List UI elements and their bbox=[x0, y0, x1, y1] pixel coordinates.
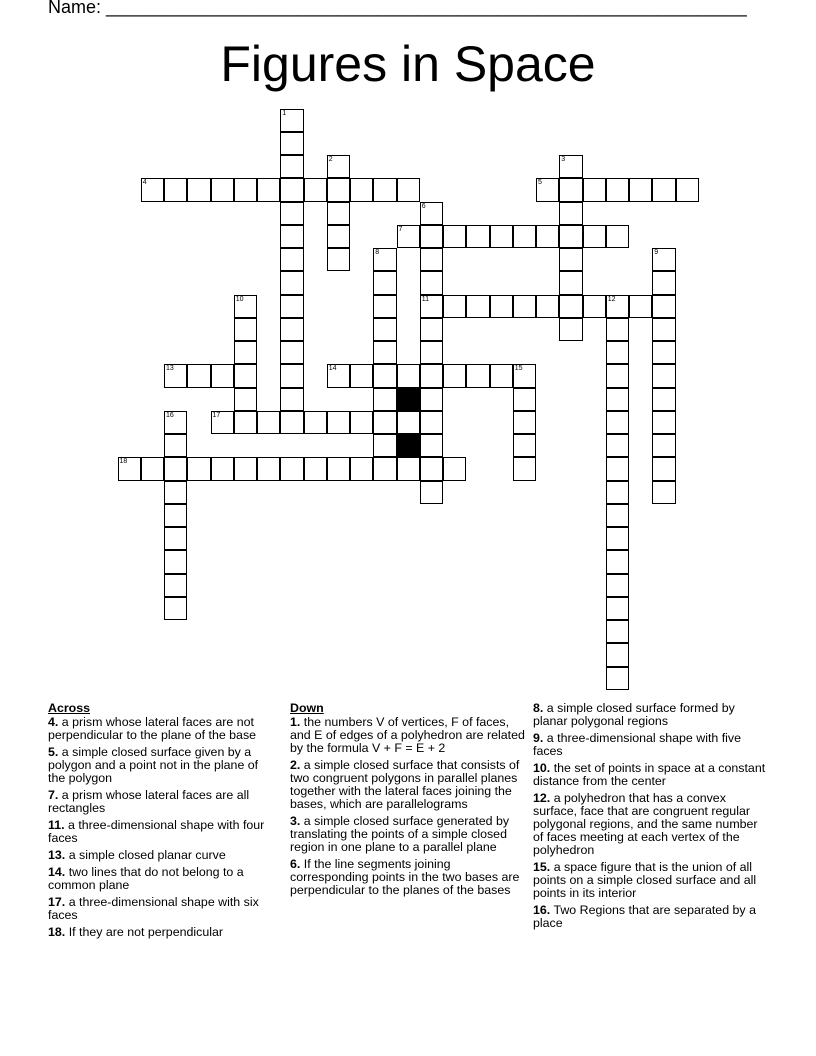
crossword-cell[interactable] bbox=[211, 411, 234, 434]
clue-number: 17. bbox=[48, 895, 66, 909]
clue-number: 11. bbox=[48, 818, 65, 832]
clue-number: 4 bbox=[142, 179, 147, 187]
clue-number: 15. bbox=[533, 860, 551, 874]
clue-number: 1 bbox=[282, 109, 287, 117]
crossword-cell[interactable] bbox=[164, 527, 187, 550]
crossword-cell[interactable] bbox=[327, 225, 350, 248]
crossword-cell[interactable] bbox=[606, 550, 629, 573]
clue-number: 13. bbox=[48, 848, 66, 862]
crossword-cell[interactable] bbox=[513, 411, 536, 434]
clue-item bbox=[290, 759, 525, 811]
crossword-cell[interactable] bbox=[420, 364, 443, 387]
crossword-cell[interactable] bbox=[583, 178, 606, 201]
crossword-cell[interactable] bbox=[280, 202, 303, 225]
crossword-cell[interactable] bbox=[234, 341, 257, 364]
crossword-cell[interactable] bbox=[676, 178, 699, 201]
crossword-cell[interactable] bbox=[420, 434, 443, 457]
crossword-cell[interactable] bbox=[536, 225, 559, 248]
clue-item bbox=[48, 746, 273, 785]
crossword-cell[interactable] bbox=[652, 434, 675, 457]
clue-number: 5. bbox=[48, 745, 59, 759]
black-square bbox=[397, 434, 420, 457]
clue-number: 5 bbox=[538, 179, 542, 187]
crossword-cell[interactable] bbox=[257, 457, 280, 480]
crossword-cell[interactable] bbox=[397, 411, 420, 434]
crossword-cell[interactable] bbox=[280, 457, 303, 480]
clue-item bbox=[290, 815, 525, 854]
clue-number: 3 bbox=[561, 156, 566, 163]
crossword-cell[interactable] bbox=[304, 411, 327, 434]
clue-number: 8 bbox=[375, 249, 380, 256]
clue-number: 9. bbox=[533, 731, 544, 745]
crossword-cell[interactable] bbox=[559, 248, 582, 271]
clue-text: the numbers V of vertices, F of faces, and E of edges of a polyhedron are related by the formula V + F = E + 2 bbox=[290, 715, 525, 755]
crossword-cell[interactable] bbox=[583, 225, 606, 248]
clue-text: a three-dimensional shape with six faces bbox=[48, 895, 259, 922]
crossword-cell[interactable] bbox=[234, 364, 257, 387]
crossword-cell[interactable] bbox=[420, 457, 443, 480]
crossword-cell[interactable] bbox=[652, 481, 675, 504]
crossword-cell[interactable] bbox=[280, 178, 303, 201]
crossword-cell[interactable] bbox=[420, 225, 443, 248]
crossword-cell[interactable] bbox=[559, 271, 582, 294]
clue-item bbox=[48, 896, 273, 922]
clue-text: a prism whose lateral faces are all rectangles bbox=[48, 788, 250, 815]
crossword-cell[interactable] bbox=[280, 155, 303, 178]
clue-number: 9 bbox=[654, 249, 659, 256]
crossword-cell[interactable] bbox=[234, 411, 257, 434]
crossword-cell[interactable] bbox=[164, 597, 187, 620]
clue-text: a simple closed surface generated by translating the points of a simple closed region in one plane to a parallel plane bbox=[290, 814, 510, 854]
crossword-cell[interactable] bbox=[513, 364, 536, 387]
clue-text: a three-dimensional shape with four faces bbox=[48, 818, 265, 845]
clue-number: 11 bbox=[421, 295, 430, 303]
clue-item bbox=[533, 792, 771, 857]
clue-number: 16 bbox=[166, 411, 174, 419]
crossword-cell[interactable] bbox=[118, 457, 141, 480]
crossword-cell[interactable] bbox=[164, 434, 187, 457]
crossword-cell[interactable] bbox=[280, 248, 303, 271]
crossword-cell[interactable] bbox=[164, 574, 187, 597]
clue-item bbox=[290, 716, 525, 755]
crossword-cell[interactable] bbox=[559, 295, 582, 318]
crossword-cell[interactable] bbox=[420, 481, 443, 504]
crossword-cell[interactable] bbox=[234, 178, 257, 201]
clue-item bbox=[48, 926, 273, 939]
crossword-cell[interactable] bbox=[280, 271, 303, 294]
clue-item bbox=[48, 789, 273, 815]
clue-text: a simple closed surface given by a polygon and a point not in the plane of the polygon bbox=[48, 745, 259, 785]
crossword-cell[interactable] bbox=[606, 364, 629, 387]
crossword-cell[interactable] bbox=[234, 318, 257, 341]
crossword-cell[interactable] bbox=[466, 364, 489, 387]
crossword-cell[interactable] bbox=[443, 295, 466, 318]
clue-number: 15 bbox=[514, 365, 523, 373]
crossword-cell[interactable] bbox=[234, 295, 257, 318]
clue-number: 7. bbox=[48, 788, 59, 802]
crossword-cell[interactable] bbox=[257, 178, 280, 201]
crossword-cell[interactable] bbox=[606, 574, 629, 597]
clue-item bbox=[533, 904, 771, 930]
crossword-cell[interactable] bbox=[397, 457, 420, 480]
clue-number: 16. bbox=[533, 903, 551, 917]
crossword-cell[interactable] bbox=[652, 457, 675, 480]
crossword-cell[interactable] bbox=[466, 225, 489, 248]
crossword-cell[interactable] bbox=[652, 388, 675, 411]
crossword-cell[interactable] bbox=[629, 178, 652, 201]
clue-item bbox=[533, 732, 771, 758]
clue-item bbox=[48, 716, 273, 742]
crossword-cell[interactable] bbox=[606, 597, 629, 620]
crossword-cell[interactable] bbox=[513, 225, 536, 248]
crossword-cell[interactable] bbox=[211, 364, 234, 387]
crossword-cell[interactable] bbox=[373, 295, 396, 318]
crossword-cell[interactable] bbox=[280, 295, 303, 318]
crossword-cell[interactable] bbox=[606, 457, 629, 480]
crossword-cell[interactable] bbox=[513, 457, 536, 480]
crossword-cell[interactable] bbox=[327, 202, 350, 225]
clue-text: If the line segments joining corresponding points in the two bases are perpendicular to the planes of the bases bbox=[290, 857, 520, 897]
crossword-cell[interactable] bbox=[327, 364, 350, 387]
crossword-cell[interactable] bbox=[513, 434, 536, 457]
clue-text: a three-dimensional shape with five faces bbox=[533, 731, 742, 758]
crossword-cell[interactable] bbox=[490, 295, 513, 318]
clue-number: 18 bbox=[119, 458, 128, 466]
clue-text: a simple closed planar curve bbox=[68, 848, 226, 862]
clue-item bbox=[48, 866, 273, 892]
clue-text: a simple closed surface formed by planar polygonal regions bbox=[533, 701, 735, 728]
across-heading: Across bbox=[48, 701, 91, 715]
crossword-cell[interactable] bbox=[559, 202, 582, 225]
crossword-cell[interactable] bbox=[420, 318, 443, 341]
crossword-cell[interactable] bbox=[373, 388, 396, 411]
crossword-cell[interactable] bbox=[606, 318, 629, 341]
black-square bbox=[397, 388, 420, 411]
clue-item bbox=[48, 819, 273, 845]
clue-item bbox=[533, 762, 771, 788]
clue-text: two lines that do not belong to a common plane bbox=[48, 865, 244, 892]
clue-text: Two Regions that are separated by a place bbox=[533, 903, 756, 930]
down-heading: Down bbox=[290, 701, 324, 715]
crossword-cell[interactable] bbox=[373, 364, 396, 387]
clue-text: the set of points in space at a constant distance from the center bbox=[533, 761, 766, 788]
crossword-cell[interactable] bbox=[420, 202, 443, 225]
crossword-cell[interactable] bbox=[490, 364, 513, 387]
crossword-cell[interactable] bbox=[606, 527, 629, 550]
crossword-cell[interactable] bbox=[373, 411, 396, 434]
crossword-cell[interactable] bbox=[373, 271, 396, 294]
crossword-cell[interactable] bbox=[652, 295, 675, 318]
crossword-cell[interactable] bbox=[513, 388, 536, 411]
crossword-cell[interactable] bbox=[629, 295, 652, 318]
clue-text: If they are not perpendicular bbox=[68, 925, 223, 939]
crossword-cell[interactable] bbox=[443, 364, 466, 387]
crossword-cell[interactable] bbox=[397, 178, 420, 201]
crossword-cell[interactable] bbox=[187, 364, 210, 387]
crossword-cell[interactable] bbox=[327, 411, 350, 434]
crossword-cell[interactable] bbox=[280, 225, 303, 248]
crossword-cell[interactable] bbox=[559, 178, 582, 201]
crossword-cell[interactable] bbox=[420, 271, 443, 294]
clue-number: 2 bbox=[328, 156, 333, 163]
crossword-cell[interactable] bbox=[141, 457, 164, 480]
crossword-cell[interactable] bbox=[280, 132, 303, 155]
clue-number: 1. bbox=[290, 715, 301, 729]
down-clues bbox=[290, 702, 525, 901]
crossword-cell[interactable] bbox=[559, 318, 582, 341]
clue-item bbox=[290, 858, 525, 897]
crossword-cell[interactable] bbox=[164, 364, 187, 387]
crossword-cell[interactable] bbox=[420, 388, 443, 411]
crossword-cell[interactable] bbox=[652, 248, 675, 271]
crossword-cell[interactable] bbox=[397, 225, 420, 248]
crossword-cell[interactable] bbox=[606, 411, 629, 434]
crossword-cell[interactable] bbox=[164, 504, 187, 527]
crossword-cell[interactable] bbox=[466, 295, 489, 318]
crossword-cell[interactable] bbox=[420, 341, 443, 364]
crossword-cell[interactable] bbox=[327, 457, 350, 480]
crossword-cell[interactable] bbox=[327, 178, 350, 201]
crossword-cell[interactable] bbox=[164, 411, 187, 434]
crossword-cell[interactable] bbox=[652, 411, 675, 434]
crossword-cell[interactable] bbox=[280, 364, 303, 387]
clue-number: 3. bbox=[290, 814, 301, 828]
clue-number: 13 bbox=[166, 365, 174, 373]
clue-number: 14. bbox=[48, 865, 66, 879]
clue-number: 18. bbox=[48, 925, 66, 939]
across-clues bbox=[48, 702, 273, 943]
clue-item bbox=[533, 702, 771, 728]
crossword-cell[interactable] bbox=[141, 178, 164, 201]
crossword-cell[interactable] bbox=[443, 225, 466, 248]
clue-number: 10. bbox=[533, 761, 551, 775]
crossword-cell[interactable] bbox=[373, 457, 396, 480]
clue-item bbox=[533, 861, 771, 900]
crossword-cell[interactable] bbox=[350, 364, 373, 387]
crossword-cell[interactable] bbox=[652, 341, 675, 364]
crossword-cell[interactable] bbox=[373, 434, 396, 457]
crossword-cell[interactable] bbox=[513, 295, 536, 318]
crossword-cell[interactable] bbox=[234, 388, 257, 411]
crossword-cell[interactable] bbox=[304, 178, 327, 201]
clue-number: 6 bbox=[421, 202, 426, 210]
crossword-cell[interactable] bbox=[443, 457, 466, 480]
crossword-cell[interactable] bbox=[490, 225, 513, 248]
crossword-cell[interactable] bbox=[280, 388, 303, 411]
crossword-cell[interactable] bbox=[606, 178, 629, 201]
crossword-cell[interactable] bbox=[397, 364, 420, 387]
clue-number: 14 bbox=[328, 365, 337, 373]
crossword-cell[interactable] bbox=[536, 178, 559, 201]
crossword-cell[interactable] bbox=[652, 364, 675, 387]
crossword-cell[interactable] bbox=[304, 457, 327, 480]
crossword-cell[interactable] bbox=[280, 411, 303, 434]
page-title: Figures in Space bbox=[220, 36, 596, 92]
clue-number: 10 bbox=[235, 295, 244, 303]
crossword-cell[interactable] bbox=[606, 667, 629, 690]
clue-number: 4. bbox=[48, 715, 59, 729]
crossword-cell[interactable] bbox=[606, 620, 629, 643]
clue-number: 6. bbox=[290, 857, 301, 871]
clue-number: 7 bbox=[398, 225, 403, 233]
crossword-cell[interactable] bbox=[373, 341, 396, 364]
crossword-cell[interactable] bbox=[327, 248, 350, 271]
crossword-cell[interactable] bbox=[164, 178, 187, 201]
crossword-cell[interactable] bbox=[420, 411, 443, 434]
crossword-cell[interactable] bbox=[211, 457, 234, 480]
crossword-cell[interactable] bbox=[373, 248, 396, 271]
clue-number: 12 bbox=[607, 295, 616, 303]
crossword-cell[interactable] bbox=[373, 318, 396, 341]
crossword-cell[interactable] bbox=[280, 109, 303, 132]
crossword-cell[interactable] bbox=[350, 411, 373, 434]
crossword-cell[interactable] bbox=[420, 295, 443, 318]
crossword-cell[interactable] bbox=[606, 481, 629, 504]
crossword-cell[interactable] bbox=[280, 318, 303, 341]
name-line[interactable]: Name: ________________________________________________________________ bbox=[48, 0, 747, 17]
crossword-cell[interactable] bbox=[350, 457, 373, 480]
crossword-cell[interactable] bbox=[606, 643, 629, 666]
crossword-cell[interactable] bbox=[211, 178, 234, 201]
crossword-cell[interactable] bbox=[164, 550, 187, 573]
crossword-cell[interactable] bbox=[559, 225, 582, 248]
crossword-cell[interactable] bbox=[652, 318, 675, 341]
crossword-cell[interactable] bbox=[280, 341, 303, 364]
crossword-cell[interactable] bbox=[234, 457, 257, 480]
crossword-cell[interactable] bbox=[606, 225, 629, 248]
clue-text: a space figure that is the union of all points on a simple closed surface and all points in its interior bbox=[533, 860, 757, 900]
crossword-cell[interactable] bbox=[187, 457, 210, 480]
crossword-cell[interactable] bbox=[606, 434, 629, 457]
crossword-cell[interactable] bbox=[187, 178, 210, 201]
clue-number: 12. bbox=[533, 791, 551, 805]
crossword-cell[interactable] bbox=[536, 295, 559, 318]
crossword-cell[interactable] bbox=[606, 295, 629, 318]
crossword-cell[interactable] bbox=[559, 155, 582, 178]
crossword-cell[interactable] bbox=[606, 388, 629, 411]
clue-number: 2. bbox=[290, 758, 301, 772]
crossword-cell[interactable] bbox=[164, 457, 187, 480]
clue-number: 17 bbox=[212, 411, 221, 419]
clue-item bbox=[48, 849, 273, 862]
crossword-cell[interactable] bbox=[350, 178, 373, 201]
crossword-cell[interactable] bbox=[606, 341, 629, 364]
clue-text: a prism whose lateral faces are not perpendicular to the plane of the base bbox=[48, 715, 257, 742]
crossword-cell[interactable] bbox=[373, 178, 396, 201]
clue-number: 8. bbox=[533, 701, 544, 715]
clue-text: a simple closed surface that consists of two congruent polygons in parallel planes together with the lateral faces joining the bases, which are parallelograms bbox=[290, 758, 520, 811]
down-clues-continued bbox=[533, 702, 771, 934]
crossword-cell[interactable] bbox=[652, 178, 675, 201]
crossword-cell[interactable] bbox=[420, 248, 443, 271]
crossword-cell[interactable] bbox=[652, 271, 675, 294]
crossword-cell[interactable] bbox=[164, 481, 187, 504]
crossword-cell[interactable] bbox=[327, 155, 350, 178]
crossword-cell[interactable] bbox=[583, 295, 606, 318]
clue-text: a polyhedron that has a convex surface, face that are congruent regular polygonal regions, and the same number of faces meeting at each vertex of the polyhedron bbox=[533, 791, 758, 857]
crossword-cell[interactable] bbox=[257, 411, 280, 434]
crossword-cell[interactable] bbox=[606, 504, 629, 527]
